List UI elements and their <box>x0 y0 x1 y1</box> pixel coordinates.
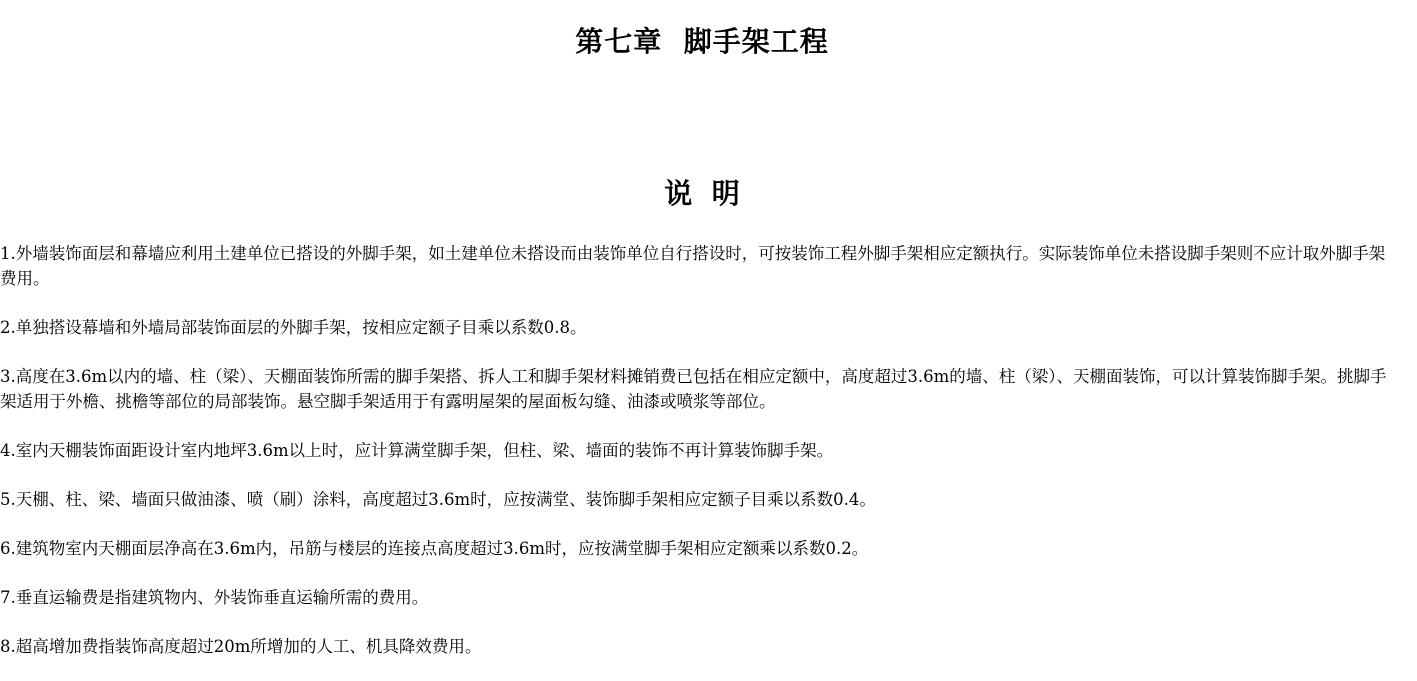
list-item: 8.超高增加费指装饰高度超过20m所增加的人工、机具降效费用。 <box>0 637 482 656</box>
list-item: 3.高度在3.6m以内的墙、柱（梁）、天棚面装饰所需的脚手架搭、拆人工和脚手架材料摊销费已包括在相应定额中，高度超过3.6m的墙、柱（梁）、天棚面装饰，可以计算装饰脚手架。挑脚手架适用于外檐、挑檐等部位的局部装饰。悬空脚手架适用于有露明屋架的屋面板勾缝、油漆或喷浆等部位。 <box>0 367 1387 411</box>
list-item: 6.建筑物室内天棚面层净高在3.6m内，吊筋与楼层的连接点高度超过3.6m时，应按满堂脚手架相应定额乘以系数0.2。 <box>0 539 869 558</box>
list-item: 1.外墙装饰面层和幕墙应利用土建单位已搭设的外脚手架，如土建单位未搭设而由装饰单位自行搭设时，可按装饰工程外脚手架相应定额执行。实际装饰单位未搭设脚手架则不应计取外脚手架费用。 <box>0 244 1386 288</box>
section-title: 说 明 <box>664 177 740 210</box>
list-item: 4.室内天棚装饰面距设计室内地坪3.6m以上时，应计算满堂脚手架，但柱、梁、墙面的装饰不再计算装饰脚手架。 <box>0 441 834 460</box>
explanation-list <box>0 241 1400 681</box>
list-item: 5.天棚、柱、梁、墙面只做油漆、喷（刷）涂料，高度超过3.6m时，应按满堂、装饰脚手架相应定额子目乘以系数0.4。 <box>0 490 876 509</box>
chapter-title: 第七章 脚手架工程 <box>575 25 829 58</box>
list-item: 2.单独搭设幕墙和外墙局部装饰面层的外脚手架，按相应定额子目乘以系数0.8。 <box>0 318 587 337</box>
list-item: 7.垂直运输费是指建筑物内、外装饰垂直运输所需的费用。 <box>0 588 429 607</box>
